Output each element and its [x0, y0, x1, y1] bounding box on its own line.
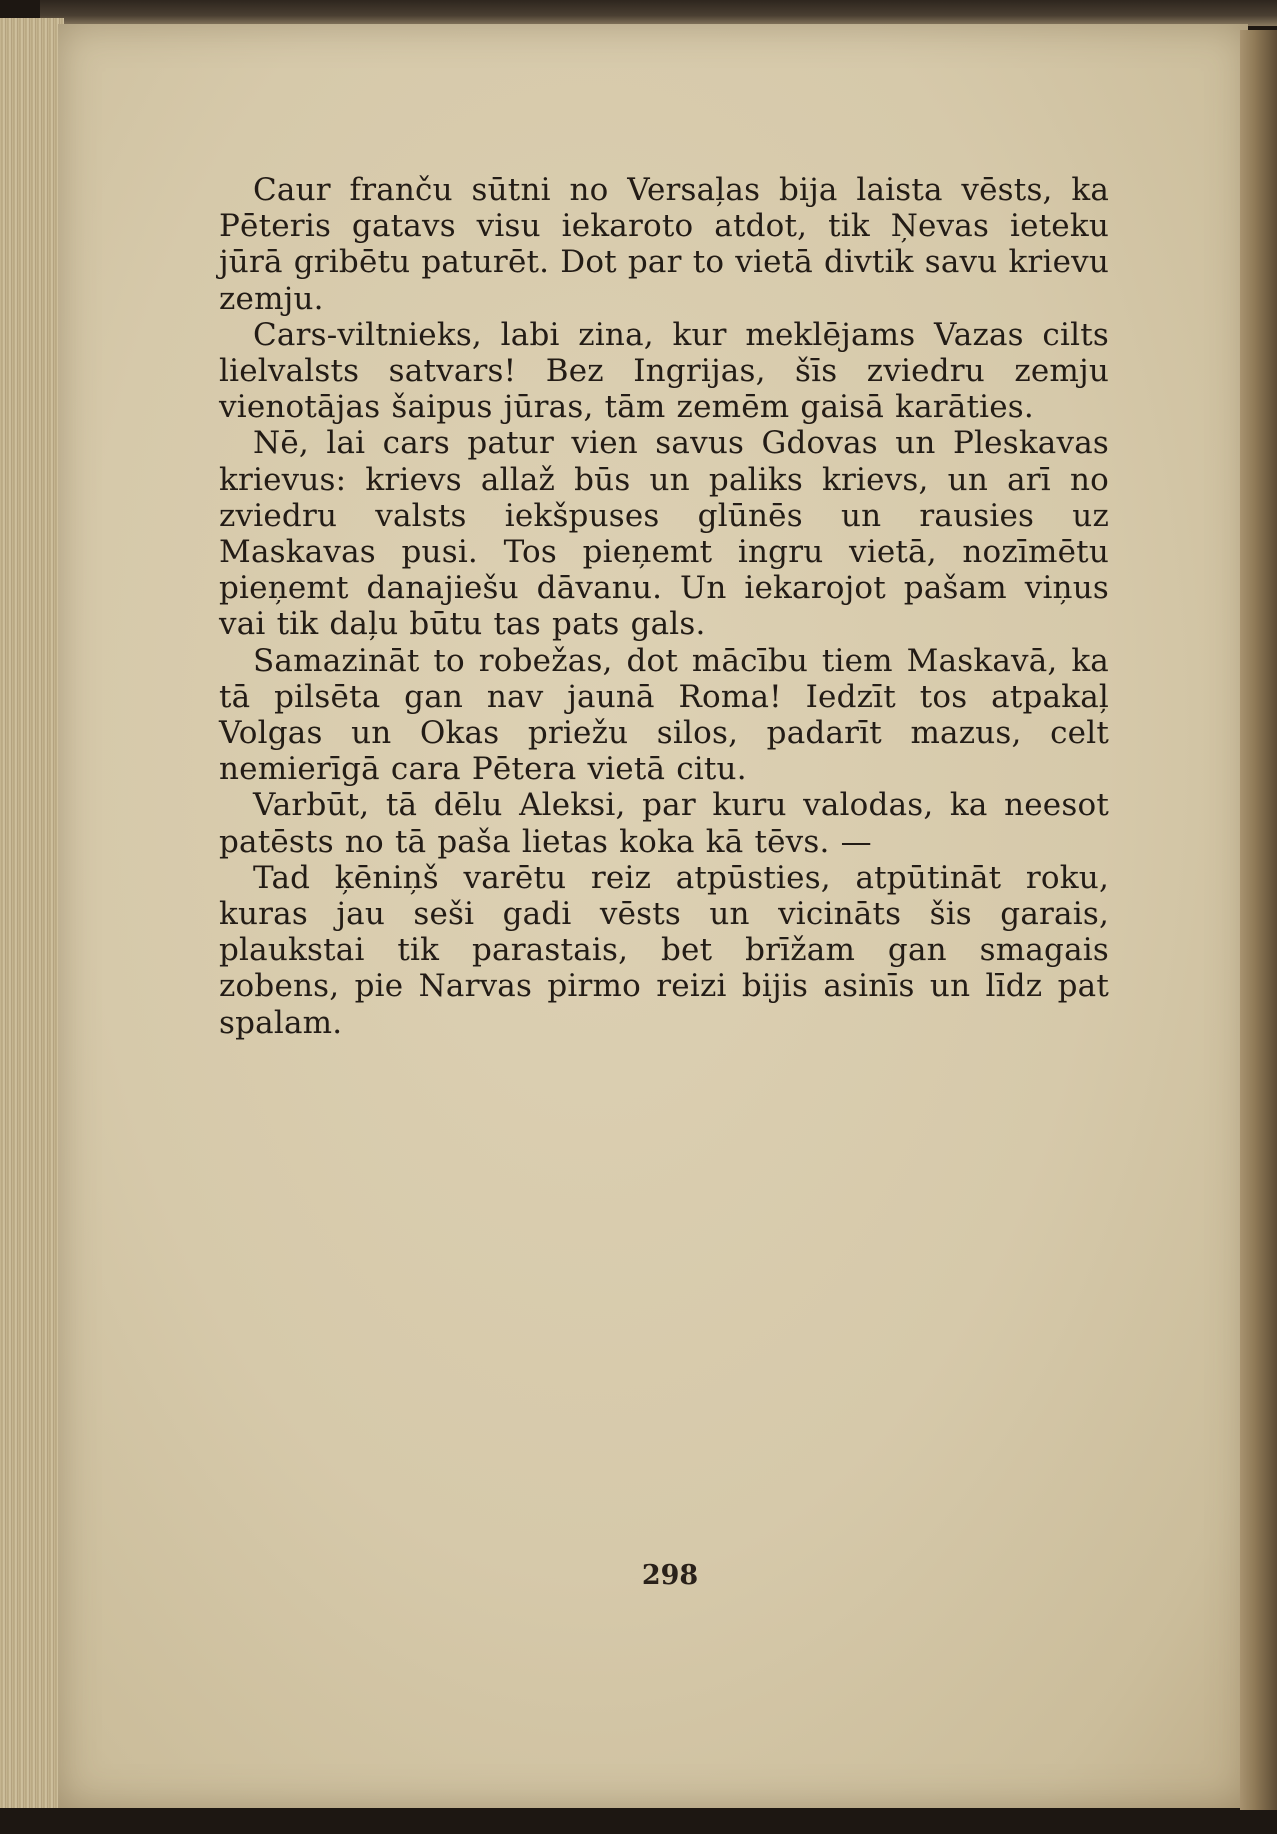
page-stack-edge	[0, 18, 64, 1808]
paragraph-6: Tad ķēniņš varētu reiz atpūsties, atpūtināt roku, kuras jau seši gadi vēsts un vicināts šis garais, plaukstai tik parastais, bet brīžam gan smagais zobens, pie Narvas pirmo reizi bijis asinīs un līdz pat spalam.	[219, 859, 1109, 1041]
page-body-text	[219, 172, 1109, 1041]
paragraph-3: Nē, lai cars patur vien savus Gdovas un Pleskavas krievus: krievs allaž būs un paliks krievs, un arī no zviedru valsts iekšpuses glūnēs un rausies uz Maskavas pusi. Tos pieņemt ingru vietā, nozīmētu pieņemt danajiešu dāvanu. Un iekarojot pašam viņus vai tik daļu būtu tas pats gals.	[219, 425, 1109, 643]
paragraph-2: Cars-viltnieks, labi zina, kur meklējams Vazas cilts lielvalsts satvars! Bez Ingrijas, šīs zviedru zemju vienotājas šaipus jūras, tām zemēm gaisā karāties.	[219, 316, 1109, 426]
book-right-edge	[1240, 30, 1277, 1810]
paragraph-4: Samazināt to robežas, dot mācību tiem Maskavā, ka tā pilsēta gan nav jaunā Roma! Iedzīt tos atpakaļ Volgas un Okas priežu silos, padarīt mazus, celt nemierīgā cara Pētera vietā citu.	[219, 642, 1109, 788]
paragraph-5: Varbūt, tā dēlu Aleksi, par kuru valodas, ka neesot patēsts no tā paša lietas koka kā tēvs. —	[219, 787, 1109, 860]
paragraph-1: Caur franču sūtni no Versaļas bija laista vēsts, ka Pēteris gatavs visu iekaroto atdot, tik Ņevas ieteku jūrā gribētu paturēt. Dot par to vietā divtik savu krievu zemju.	[219, 172, 1109, 317]
book-top-edge	[40, 0, 1277, 26]
page-number: 298	[641, 1560, 699, 1591]
